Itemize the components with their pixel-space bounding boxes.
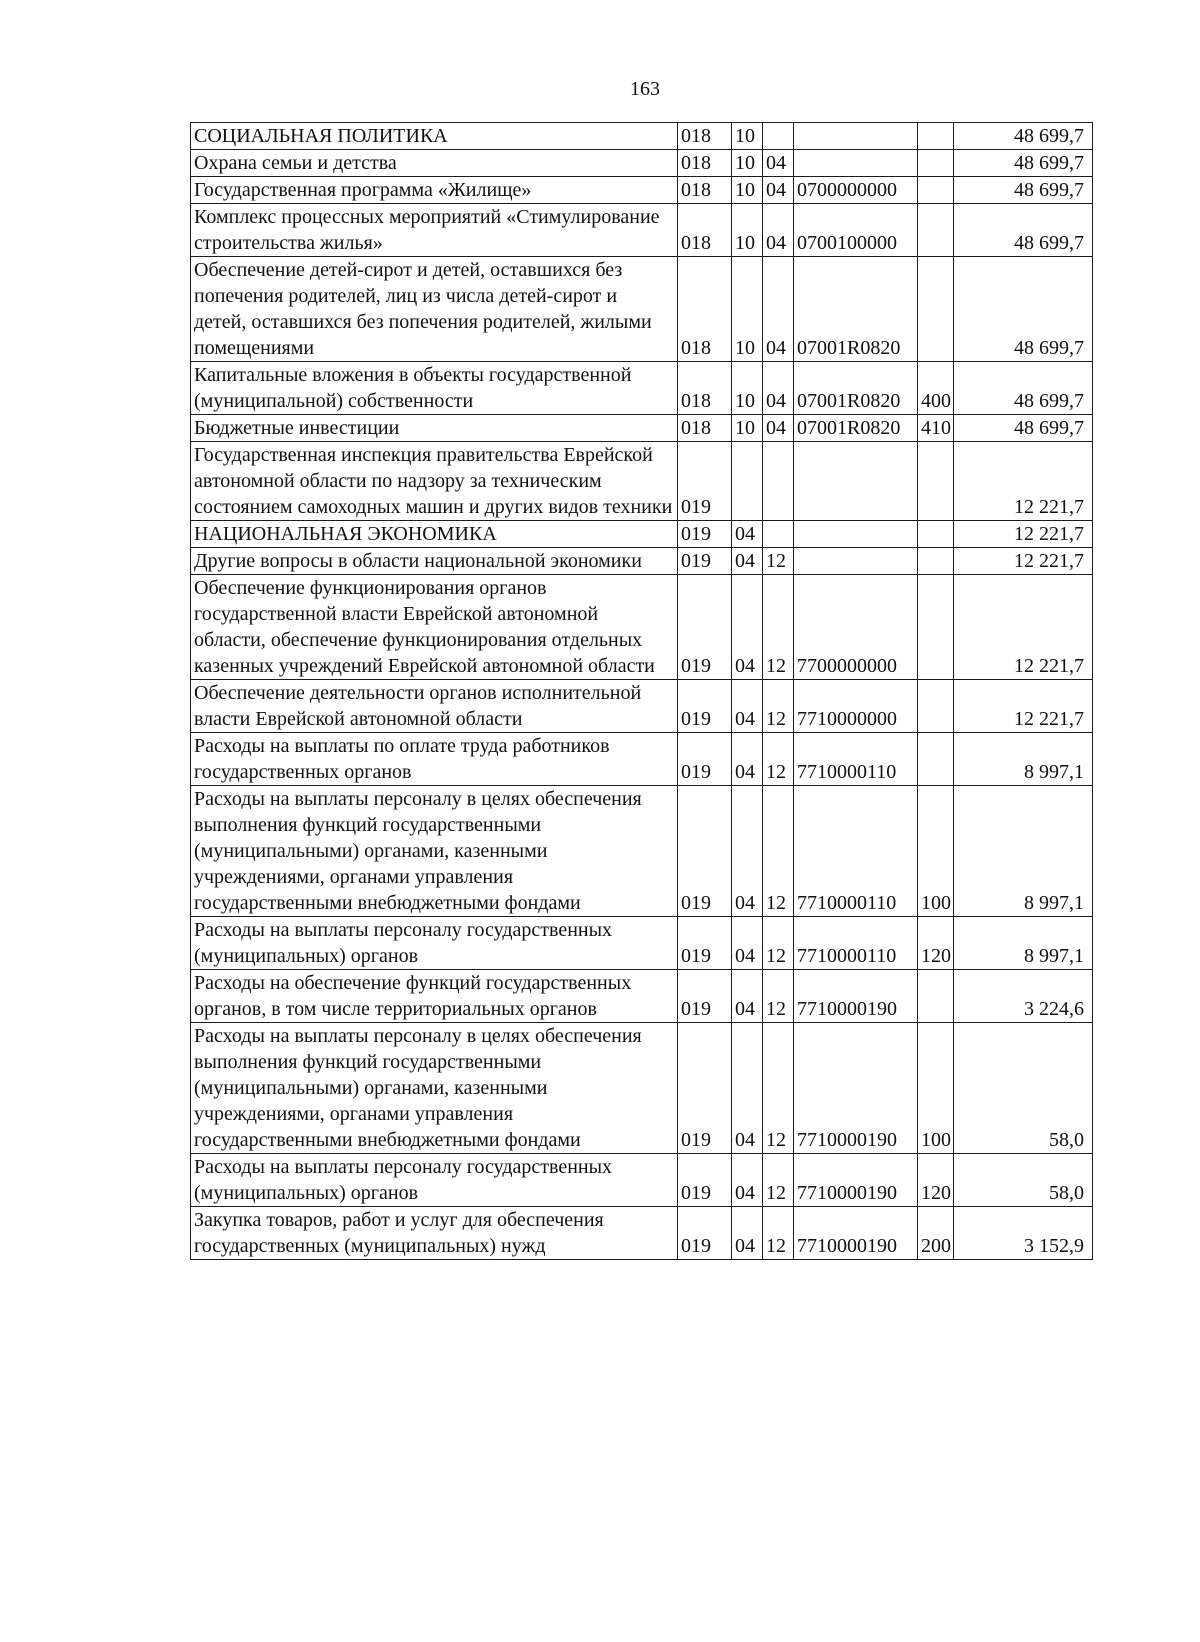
row-name-cell: НАЦИОНАЛЬНАЯ ЭКОНОМИКА [191, 521, 678, 548]
row-sum-cell: 48 699,7 [954, 123, 1093, 150]
row-csr-cell: 07001R0820 [794, 257, 918, 362]
row-pr-cell: 04 [763, 362, 794, 415]
row-ved-cell: 018 [678, 362, 732, 415]
row-ved-cell: 019 [678, 1023, 732, 1154]
table-row [191, 204, 1093, 257]
row-csr-cell: 7710000110 [794, 786, 918, 917]
row-name-cell: Расходы на обеспечение функций государственных органов, в том числе территориальных органов [191, 970, 678, 1023]
row-csr-cell: 7710000110 [794, 733, 918, 786]
row-ved-cell: 019 [678, 1207, 732, 1260]
table-row [191, 362, 1093, 415]
row-vr-cell [918, 680, 954, 733]
row-name-cell: Государственная инспекция правительства Еврейской автономной области по надзору за техническим состоянием самоходных машин и других видов техники [191, 442, 678, 521]
row-name-cell: Обеспечение функционирования органов государственной власти Еврейской автономной области, обеспечение функционирования отдельных казенных учреждений Еврейской автономной области [191, 575, 678, 680]
row-pr-cell: 04 [763, 204, 794, 257]
row-rz-cell: 04 [732, 575, 763, 680]
row-csr-cell: 7710000190 [794, 1207, 918, 1260]
row-rz-cell: 10 [732, 415, 763, 442]
table-row [191, 257, 1093, 362]
row-csr-cell: 7710000190 [794, 1154, 918, 1207]
budget-table [190, 122, 1093, 1260]
row-rz-cell: 04 [732, 786, 763, 917]
row-pr-cell: 12 [763, 548, 794, 575]
row-vr-cell [918, 575, 954, 680]
row-pr-cell: 12 [763, 917, 794, 970]
row-sum-cell: 48 699,7 [954, 415, 1093, 442]
row-pr-cell: 12 [763, 1023, 794, 1154]
row-sum-cell: 48 699,7 [954, 257, 1093, 362]
row-pr-cell [763, 442, 794, 521]
row-csr-cell [794, 548, 918, 575]
row-name-cell: Обеспечение детей-сирот и детей, оставшихся без попечения родителей, лиц из числа детей-сирот и детей, оставшихся без попечения родителей, жилыми помещениями [191, 257, 678, 362]
row-sum-cell: 3 152,9 [954, 1207, 1093, 1260]
row-ved-cell: 019 [678, 548, 732, 575]
table-row [191, 786, 1093, 917]
row-name-cell: Капитальные вложения в объекты государственной (муниципальной) собственности [191, 362, 678, 415]
row-ved-cell: 019 [678, 521, 732, 548]
table-row [191, 415, 1093, 442]
page-number: 163 [630, 78, 660, 100]
row-pr-cell: 04 [763, 150, 794, 177]
row-vr-cell [918, 733, 954, 786]
row-csr-cell: 0700000000 [794, 177, 918, 204]
row-csr-cell: 7700000000 [794, 575, 918, 680]
row-csr-cell: 07001R0820 [794, 362, 918, 415]
table-row [191, 150, 1093, 177]
row-vr-cell: 200 [918, 1207, 954, 1260]
row-name-cell: Расходы на выплаты персоналу в целях обеспечения выполнения функций государственными (муниципальными) органами, казенными учреждениями, органами управления государственными внебюджетными фондами [191, 786, 678, 917]
table-row [191, 1023, 1093, 1154]
row-ved-cell: 018 [678, 150, 732, 177]
row-pr-cell: 12 [763, 1207, 794, 1260]
row-sum-cell: 48 699,7 [954, 177, 1093, 204]
row-vr-cell [918, 257, 954, 362]
row-name-cell: Расходы на выплаты по оплате труда работников государственных органов [191, 733, 678, 786]
row-ved-cell: 019 [678, 970, 732, 1023]
row-rz-cell: 10 [732, 177, 763, 204]
row-vr-cell [918, 150, 954, 177]
row-rz-cell: 10 [732, 204, 763, 257]
row-sum-cell: 12 221,7 [954, 548, 1093, 575]
row-sum-cell: 48 699,7 [954, 150, 1093, 177]
row-pr-cell: 04 [763, 257, 794, 362]
row-csr-cell: 07001R0820 [794, 415, 918, 442]
row-vr-cell [918, 970, 954, 1023]
row-pr-cell [763, 521, 794, 548]
row-pr-cell: 04 [763, 415, 794, 442]
row-name-cell: Другие вопросы в области национальной экономики [191, 548, 678, 575]
row-ved-cell: 019 [678, 442, 732, 521]
row-sum-cell: 3 224,6 [954, 970, 1093, 1023]
row-name-cell: Комплекс процессных мероприятий «Стимулирование строительства жилья» [191, 204, 678, 257]
row-rz-cell: 04 [732, 548, 763, 575]
row-csr-cell [794, 150, 918, 177]
row-vr-cell: 120 [918, 1154, 954, 1207]
table-row [191, 575, 1093, 680]
table-row [191, 1154, 1093, 1207]
row-rz-cell: 10 [732, 150, 763, 177]
row-pr-cell: 12 [763, 575, 794, 680]
row-ved-cell: 019 [678, 680, 732, 733]
row-pr-cell: 12 [763, 733, 794, 786]
row-csr-cell: 7710000000 [794, 680, 918, 733]
row-pr-cell: 12 [763, 970, 794, 1023]
row-csr-cell [794, 442, 918, 521]
table-row [191, 548, 1093, 575]
row-csr-cell [794, 521, 918, 548]
row-rz-cell: 04 [732, 1023, 763, 1154]
row-name-cell: Обеспечение деятельности органов исполнительной власти Еврейской автономной области [191, 680, 678, 733]
row-vr-cell: 410 [918, 415, 954, 442]
row-vr-cell: 400 [918, 362, 954, 415]
row-pr-cell: 12 [763, 1154, 794, 1207]
row-rz-cell: 04 [732, 970, 763, 1023]
row-name-cell: СОЦИАЛЬНАЯ ПОЛИТИКА [191, 123, 678, 150]
table-row [191, 733, 1093, 786]
row-csr-cell: 0700100000 [794, 204, 918, 257]
row-ved-cell: 018 [678, 204, 732, 257]
table-row [191, 917, 1093, 970]
row-sum-cell: 12 221,7 [954, 521, 1093, 548]
row-rz-cell: 10 [732, 257, 763, 362]
row-rz-cell: 04 [732, 680, 763, 733]
table-row [191, 177, 1093, 204]
row-csr-cell: 7710000190 [794, 970, 918, 1023]
row-pr-cell [763, 123, 794, 150]
table-row [191, 970, 1093, 1023]
row-ved-cell: 019 [678, 917, 732, 970]
row-sum-cell: 8 997,1 [954, 917, 1093, 970]
row-csr-cell: 7710000110 [794, 917, 918, 970]
row-pr-cell: 12 [763, 680, 794, 733]
row-vr-cell [918, 442, 954, 521]
row-name-cell: Охрана семьи и детства [191, 150, 678, 177]
row-sum-cell: 8 997,1 [954, 733, 1093, 786]
row-rz-cell: 04 [732, 521, 763, 548]
row-vr-cell [918, 521, 954, 548]
row-name-cell: Расходы на выплаты персоналу государственных (муниципальных) органов [191, 917, 678, 970]
row-vr-cell [918, 177, 954, 204]
row-rz-cell: 04 [732, 733, 763, 786]
row-csr-cell [794, 123, 918, 150]
row-sum-cell: 8 997,1 [954, 786, 1093, 917]
table-row [191, 442, 1093, 521]
row-rz-cell [732, 442, 763, 521]
row-vr-cell: 120 [918, 917, 954, 970]
row-ved-cell: 018 [678, 415, 732, 442]
row-rz-cell: 04 [732, 1154, 763, 1207]
row-vr-cell: 100 [918, 1023, 954, 1154]
row-sum-cell: 12 221,7 [954, 680, 1093, 733]
row-ved-cell: 018 [678, 123, 732, 150]
table-row [191, 123, 1093, 150]
row-rz-cell: 04 [732, 1207, 763, 1260]
table-row [191, 521, 1093, 548]
row-ved-cell: 019 [678, 733, 732, 786]
row-name-cell: Бюджетные инвестиции [191, 415, 678, 442]
table-body [191, 123, 1093, 1260]
row-vr-cell: 100 [918, 786, 954, 917]
table-row [191, 1207, 1093, 1260]
row-vr-cell [918, 204, 954, 257]
row-ved-cell: 018 [678, 177, 732, 204]
row-ved-cell: 019 [678, 786, 732, 917]
row-name-cell: Расходы на выплаты персоналу в целях обеспечения выполнения функций государственными (муниципальными) органами, казенными учреждениями, органами управления государственными внебюджетными фондами [191, 1023, 678, 1154]
row-rz-cell: 04 [732, 917, 763, 970]
row-name-cell: Закупка товаров, работ и услуг для обеспечения государственных (муниципальных) нужд [191, 1207, 678, 1260]
row-sum-cell: 12 221,7 [954, 575, 1093, 680]
row-sum-cell: 58,0 [954, 1154, 1093, 1207]
row-pr-cell: 12 [763, 786, 794, 917]
row-rz-cell: 10 [732, 123, 763, 150]
row-sum-cell: 48 699,7 [954, 204, 1093, 257]
row-vr-cell [918, 548, 954, 575]
row-ved-cell: 019 [678, 575, 732, 680]
row-name-cell: Расходы на выплаты персоналу государственных (муниципальных) органов [191, 1154, 678, 1207]
row-csr-cell: 7710000190 [794, 1023, 918, 1154]
table-row [191, 680, 1093, 733]
row-ved-cell: 018 [678, 257, 732, 362]
row-vr-cell [918, 123, 954, 150]
row-pr-cell: 04 [763, 177, 794, 204]
row-sum-cell: 12 221,7 [954, 442, 1093, 521]
row-ved-cell: 019 [678, 1154, 732, 1207]
row-rz-cell: 10 [732, 362, 763, 415]
row-sum-cell: 58,0 [954, 1023, 1093, 1154]
row-sum-cell: 48 699,7 [954, 362, 1093, 415]
row-name-cell: Государственная программа «Жилище» [191, 177, 678, 204]
